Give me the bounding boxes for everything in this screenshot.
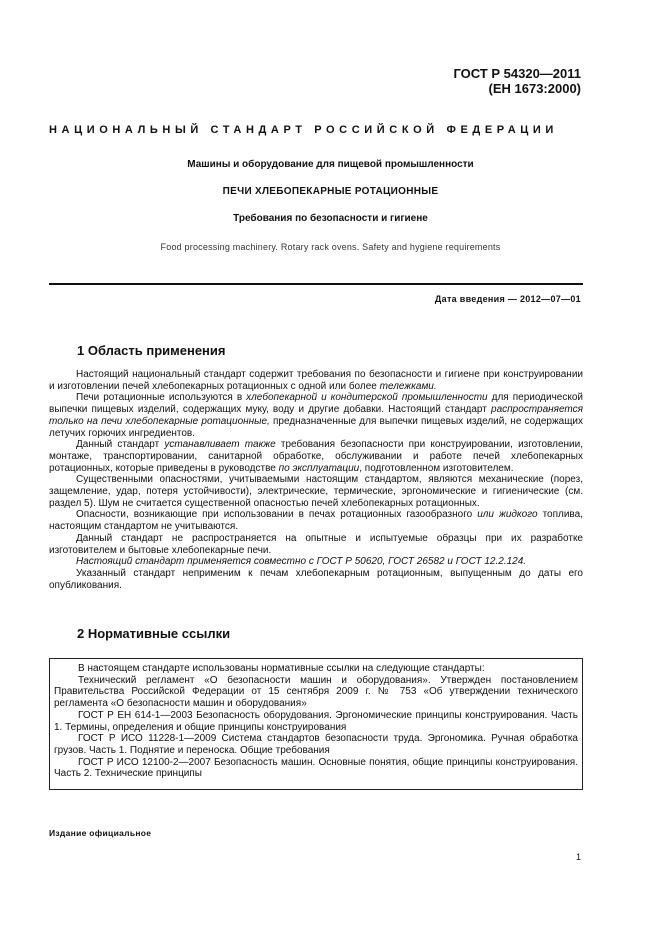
paragraph	[49, 369, 583, 392]
paragraph: Технический регламент «О безопасности машин и оборудования». Утвержден постановлением Правительства Российской Федерации от 15 сентября 2009 г. № 753 «Об утверждении технического регламента «О безопасности машин и оборудования»	[54, 674, 578, 710]
normative-references-box	[49, 658, 583, 790]
paragraph: В настоящем стандарте использованы нормативные ссылки на следующие стандарты:	[78, 663, 485, 674]
italic-text: Настоящий стандарт применяется совместно с ГОСТ Р 50620, ГОСТ 26582 и ГОСТ 12.2.124.	[76, 556, 527, 568]
paragraph: Существенными опасностями, учитываемыми настоящим стандартом, являются механические (порез, защемление, удар, потеря устойчивости), электрические, термические, эргономические и гигиенические (см. раздел 5). Шум не считается существенной опасностью печей хлебопекарных ротационных.	[49, 474, 583, 509]
subtitle-category: Машины и оборудование для пищевой промышленности	[187, 159, 474, 170]
page-number: 1	[575, 852, 581, 862]
italic-text: по эксплуатации	[278, 462, 360, 474]
document-number-block	[453, 66, 581, 96]
paragraph: ГОСТ Р ИСО 11228-1—2009 Система стандартов безопасности труда. Эргономика. Ручная обработка грузов. Часть 1. Поднятие и переноска. Общие требования	[54, 733, 578, 756]
subtitle-requirements: Требования по безопасности и гигиене	[233, 213, 428, 224]
section-1-body	[49, 369, 583, 591]
paragraph	[49, 556, 583, 568]
italic-text: или жидкого	[477, 509, 538, 521]
text: для периодической выпечки пищевых изделий, содержащих муку, воду и другие добавки. Настоящий стандарт	[49, 392, 584, 416]
section-1-heading: 1 Область применения	[77, 343, 226, 358]
paragraph	[49, 439, 583, 474]
text: Данный стандарт	[76, 439, 165, 451]
en-number: (ЕН 1673:2000)	[488, 81, 581, 96]
italic-text: хлебопекарной и кондитерской промышленности	[246, 392, 488, 404]
italic-text: тележками.	[379, 380, 437, 392]
paragraph	[49, 392, 583, 439]
header-divider	[49, 283, 583, 285]
text: Печи ротационные используются в	[76, 392, 247, 404]
subtitle-english: Food processing machinery. Rotary rack ovens. Safety and hygiene requirements	[160, 242, 501, 252]
section-2-heading: 2 Нормативные ссылки	[77, 626, 231, 641]
text: топлива, настоящим стандартом не учитываются.	[49, 509, 583, 533]
text: предназначенные для выпечки пищевых изделий, не содержащих летучих горючих ингредиентов.	[49, 415, 584, 439]
national-standard-banner: НАЦИОНАЛЬНЫЙ СТАНДАРТ РОССИЙСКОЙ ФЕДЕРАЦИИ	[49, 124, 558, 136]
edition-label: Издание официальное	[49, 828, 152, 838]
paragraph: ГОСТ Р ИСО 12100-2—2007 Безопасность машин. Основные понятия, общие принципы конструирования. Часть 2. Технические принципы	[54, 756, 578, 780]
italic-text: устанавливает также	[164, 439, 276, 451]
paragraph	[49, 509, 583, 532]
text: , подготовленном изготовителем.	[359, 462, 514, 474]
text: Настоящий национальный стандарт содержит требования по безопасности и гигиене при конструировании и изготовлении печей хлебопекарных ротационных с одной или более	[49, 369, 583, 392]
italic-text: распространяется только на печи хлебопекарные ротационные,	[49, 404, 583, 427]
effective-date: Дата введения — 2012—07—01	[434, 294, 581, 304]
gost-number: ГОСТ Р 54320—2011	[453, 66, 581, 81]
paragraph: ГОСТ Р ЕН 614-1—2003 Безопасность оборудования. Эргономические принципы конструирования. Часть 1. Термины, определения и общие принципы конструирования	[54, 709, 578, 733]
paragraph: Указанный стандарт неприменим к печам хлебопекарным ротационным, выпущенным до даты его опубликования.	[49, 567, 583, 591]
text: Опасности, возникающие при использовании в печах ротационных газообразного	[76, 509, 478, 521]
paragraph: Данный стандарт не распространяется на опытные и испытуемые образцы при их разработке изготовителем и бытовые хлебопекарные печи.	[49, 532, 583, 556]
document-title: ПЕЧИ ХЛЕБОПЕКАРНЫЕ РОТАЦИОННЫЕ	[222, 186, 439, 197]
text: требования безопасности при конструировании, изготовлении, монтаже, транспортировании, санитарной обработке, обслуживании и работе печей хлебопекарных ротационных, которые приведены в руководстве	[49, 439, 583, 474]
